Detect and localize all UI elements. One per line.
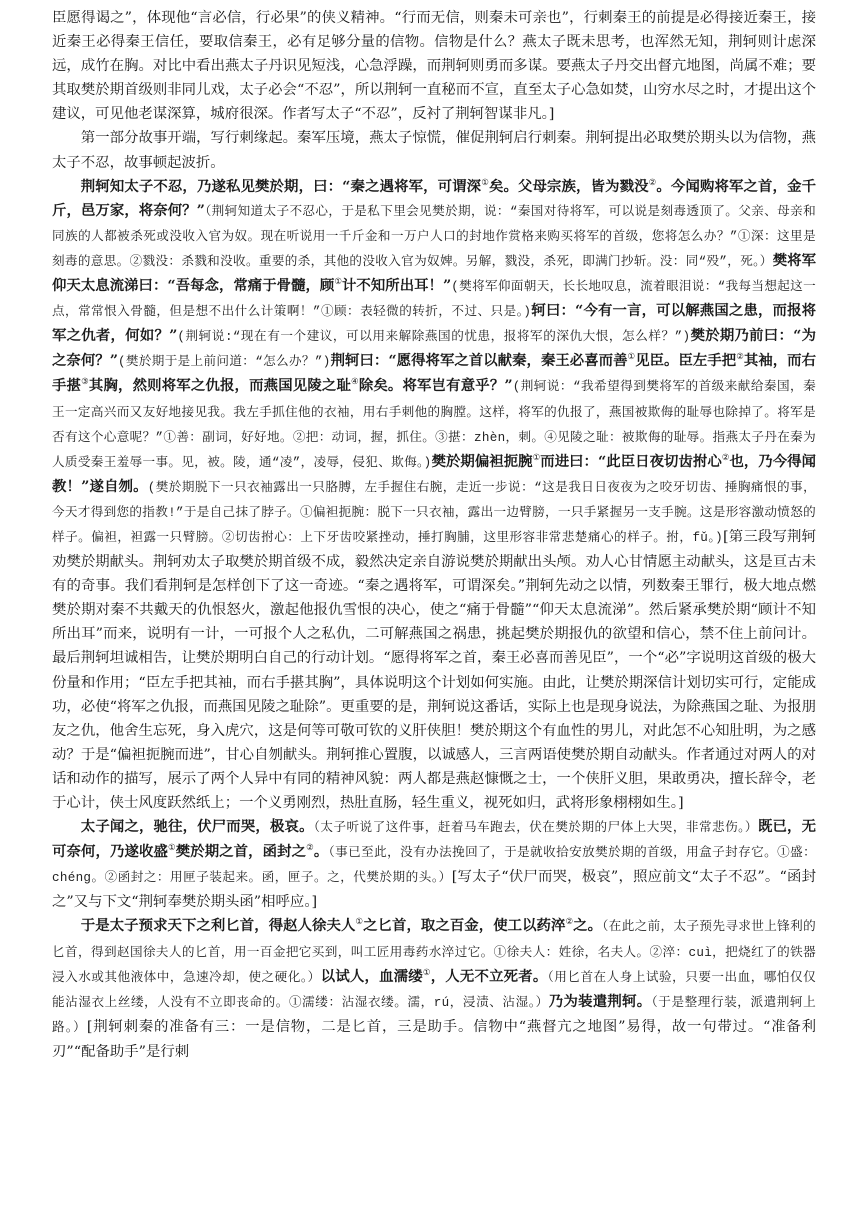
source-text: 樊於期乃前曰：“为之奈何？” (52, 327, 817, 370)
source-text: 之。 (573, 917, 603, 935)
translation-note: (樊将军仰面朝天，长长地叹息，流着眼泪说：“我每当想起这一点，常常恨入骨髓，但是想不出什么计策啊！”①顾：表轻微的转折，不过、只是。) (52, 280, 816, 320)
commentary-text: [荆轲刺秦的准备有三：一是信物，二是匕首，三是助手。信物中“燕督亢之地图”易得，故一句带过。“准备利刃”“配备助手”是行刺 (52, 1018, 816, 1060)
source-text: 之匕首，取之百金，使工以药淬 (363, 917, 566, 935)
translation-note: （太子听说了这件事，赶着马车跑去，伏在樊於期的尸体上大哭，非常悲伤。） (313, 821, 758, 836)
footnote-marker: ② (306, 843, 314, 854)
source-text: 于是太子预求天下之利匕首，得赵人徐夫人 (80, 917, 356, 935)
translation-note: （事已至此，没有办法挽回了，于是就收拾安放樊於期的首级，用盒子封存它。①盛：chéng。②函封之：用匣子装起来。函，匣子。之，代樊於期的头。） (52, 846, 816, 886)
footnote-marker: ① (334, 277, 342, 288)
source-text: 樊於期偏袒扼腕 (431, 452, 533, 470)
source-text: ，人无不立死者。 (430, 967, 548, 985)
source-text: 也，乃今得闻教！”遂自刎。 (52, 452, 816, 495)
footnote-marker: ① (422, 967, 431, 978)
source-text: 樊於期之首，函封之 (175, 843, 307, 861)
paragraph (52, 914, 816, 1064)
source-text: 。 (313, 843, 329, 861)
source-text: 矣。父母宗族，皆为戮没 (488, 177, 649, 195)
translation-note: （用匕首在人身上试验，只要一出血，哪怕仅仅能沾湿衣上丝缕，人没有不立即丧命的。①濡缕：沾湿衣缕。濡，rú，浸渍、沾湿。） (52, 970, 816, 1010)
source-text: 樊将军仰天太息流涕曰：“吾每念，常痛于骨髓，顾 (52, 251, 816, 295)
source-text: 太子闻之，驰往，伏尸而哭，极哀。 (80, 818, 314, 836)
footnote-marker: ② (736, 352, 744, 363)
source-text: 轲曰：“今有一言，可以解燕国之患，而报将军之仇者，何如？” (52, 302, 817, 345)
paragraph (52, 6, 816, 126)
commentary-text: [第三段写荆轲劝樊於期献头。荆轲劝太子取樊於期首级不成，毅然决定亲自游说樊於期献出头颅。劝人心甘情愿主动献头，这是亘古未有的奇事。我们看荆轲是怎样创下了这一奇迹。“秦之遇将军，可谓深矣。”荆轲先动之以情，列数秦王罪行，极大地点燃樊於期对秦不共戴天的仇恨怒火，激起他报仇雪恨的决心，使之“痛于骨髓”“仰天太息流涕”。然后紧承樊於期“顾计不知所出耳”而来，说明有一计，一可报个人之私仇，二可解燕国之祸患，挑起樊於期报仇的欲望和信心，禁不住上前问计。最后荆轲坦诚相告，让樊於期明白自己的行动计划。“愿得将军之首，秦王必喜而善见臣”，一个“必”字说明这首级的极大份量和作用；“臣左手把其袖，而右手揕其胸”，具体说明这个计划如何实施。由此，让樊於期深信计划切实可行，定能成功，必使“将军之仇报，而燕国见陵之耻除”。更重要的是，荆轲说这番话，实际上也是现身说法，为除燕国之耻、为报朋友之仇，他舍生忘死，身入虎穴，这是何等可敬可钦的义肝侠胆！樊於期这个有血性的男儿，对此怎不心知肚明，为之感动？于是“偏袒扼腕而进”，甘心自刎献头。荆轲推心置腹，以诚感人，三言两语使樊於期自动献头。作者通过对两人的对话和动作的描写，展示了两个人异中有同的精神风貌：两人都是燕赵慷慨之士，一个侠肝义胆，果敢勇决，擅长辞令，老于心计，侠士风度跃然纸上；一个义勇刚烈，热肚直肠，轻生重义，视死如归，武将形象栩栩如生。] (52, 528, 816, 811)
source-text: 见臣。臣左手把 (635, 352, 737, 370)
translation-note: (荆轲说:“现在有一个建议，可以用来解除燕国的忧患，报将军的深仇大恨，怎么样？”) (177, 330, 691, 345)
source-text: 乃为装遣荆轲。 (548, 992, 652, 1010)
translation-note: （荆轲知道太子不忍心，于是私下里会见樊於期，说：“秦国对待将军，可以说是刻毒透顶了。父亲、母亲和同族的人都被杀死或没收入官为奴。现在听说用一千斤金和一万户人口的封地作赏格来购买将军的首级，您将怎么办？”①深：这里是刻毒的意思。②戮没：杀戮和没收。重要的杀，其他的没收入官为奴婢。另解，戮没，杀死，即满门抄斩。没：同“殁”，死。） (52, 204, 816, 269)
footnote-marker: ① (532, 452, 541, 463)
source-text: 其胸，然则将军之仇报，而燕国见陵之耻 (88, 377, 352, 395)
translation-note: (荆轲说：“我希望得到樊将军的首级来献给秦国，秦王一定高兴而又友好地接见我。我左手抓住他的衣袖，用右手刺他的胸膛。这样，将军的仇报了，燕国被欺侮的耻辱也除掉了。将军是否有这个心意呢？”①善：副词，好好地。②把：动词，握，抓住。③揕：zhèn，刺。④见陵之耻：被欺侮的耻辱。指燕太子丹在秦为人质受秦王羞辱一事。见，被。陵，通“凌”，凌辱，侵犯、欺侮。) (52, 380, 816, 470)
source-text: 。今闻购将军之首，金千斤，邑万家，将奈何？” (52, 177, 816, 219)
source-text: 除矣。将军岂有意乎？” (358, 377, 513, 395)
footnote-marker: ② (648, 177, 657, 188)
footnote-marker: ② (565, 917, 574, 928)
source-text: 而进曰：“此臣日夜切齿拊心 (540, 452, 722, 470)
commentary-text: [写太子“伏尸而哭，极哀”，照应前文“太子不忍”。“函封之”又与下文“荆轲奉樊於期头函”相呼应。] (52, 869, 816, 911)
footnote-marker: ① (355, 917, 364, 928)
source-text: 其袖，而右手揕 (52, 352, 817, 395)
footnote-marker: ① (627, 352, 636, 363)
translation-note: （在此之前，太子预先寻求世上锋利的匕首，得到赵国徐夫人的匕首，用一百金把它买到，叫工匠用毒药水淬过它。①徐夫人：姓徐，名夫人。②淬：cuì，把烧红了的铁器浸入水或其他液体中，急速冷却，使之硬化。） (52, 920, 816, 985)
footnote-marker: ② (721, 452, 730, 463)
source-text: 计不知所出耳！” (342, 277, 452, 295)
translation-note: (樊於期于是上前问道：“怎么办？”) (118, 355, 331, 370)
commentary-text: 臣愿得谒之”，体现他“言必信，行必果”的侠义精神。“行而无信，则秦未可亲也”，行刺秦王的前提是必得接近秦王，接近秦王必得秦王信任，要取信秦王，必有足够分量的信物。信物是什么？燕太子既未思考，也浑然无知，荆轲则计虑深远，成竹在胸。对比中看出燕太子丹识见短浅，心急浮躁，而荆轲则勇而多谋。要燕太子丹交出督亢地图，尚属不难；要其取樊於期首级则非同儿戏，太子必会“不忍”，所以荆轲一直秘而不宣，直至太子心急如焚，山穷水尽之时，才提出这个建议，可见他老谋深算，城府很深。作者写太子“不忍”，反衬了荆轲智谋非凡。] (52, 10, 816, 123)
translation-note: (樊於期脱下一只衣袖露出一只胳膊，左手握住右腕，走近一步说：“这是我日日夜夜为之咬牙切齿、捶胸痛恨的事，今天才得到您的指教!”于是自己抹了脖子。①偏袒扼腕：脱下一只衣袖，露出一边臂膀，一只手紧握另一支手腕。这是形容激动愤怒的样子。偏袒，袒露一只臂膀。②切齿拊心：上下牙齿咬紧挫动，捶打胸脯，这里形容非常悲楚痛心的样子。拊，fǔ。) (52, 480, 817, 545)
paragraph (52, 175, 816, 815)
footnote-marker: ③ (81, 377, 89, 388)
footnote-marker: ① (481, 177, 489, 188)
translation-note: （于是整理行装，派遣荆轲上路。） (52, 995, 816, 1035)
source-text: 既已，无可奈何，乃遂收盛 (52, 818, 816, 861)
source-text: 荆轲曰：“愿得将军之首以献秦，秦王必喜而善 (330, 352, 628, 370)
commentary-text: 第一部分故事开端，写行刺缘起。秦军压境，燕太子惊慌，催促荆轲启行刺秦。荆轲提出必取樊於期头以为信物，燕太子不忍，故事顿起波折。 (52, 130, 816, 171)
source-text: 荆轲知太子不忍，乃遂私见樊於期，曰：“秦之遇将军，可谓深 (80, 177, 482, 195)
paragraph (52, 126, 816, 174)
paragraph (52, 815, 816, 914)
footnote-marker: ④ (351, 377, 359, 388)
footnote-marker: ① (167, 843, 176, 854)
source-text: 以试人，血濡缕 (320, 967, 423, 985)
